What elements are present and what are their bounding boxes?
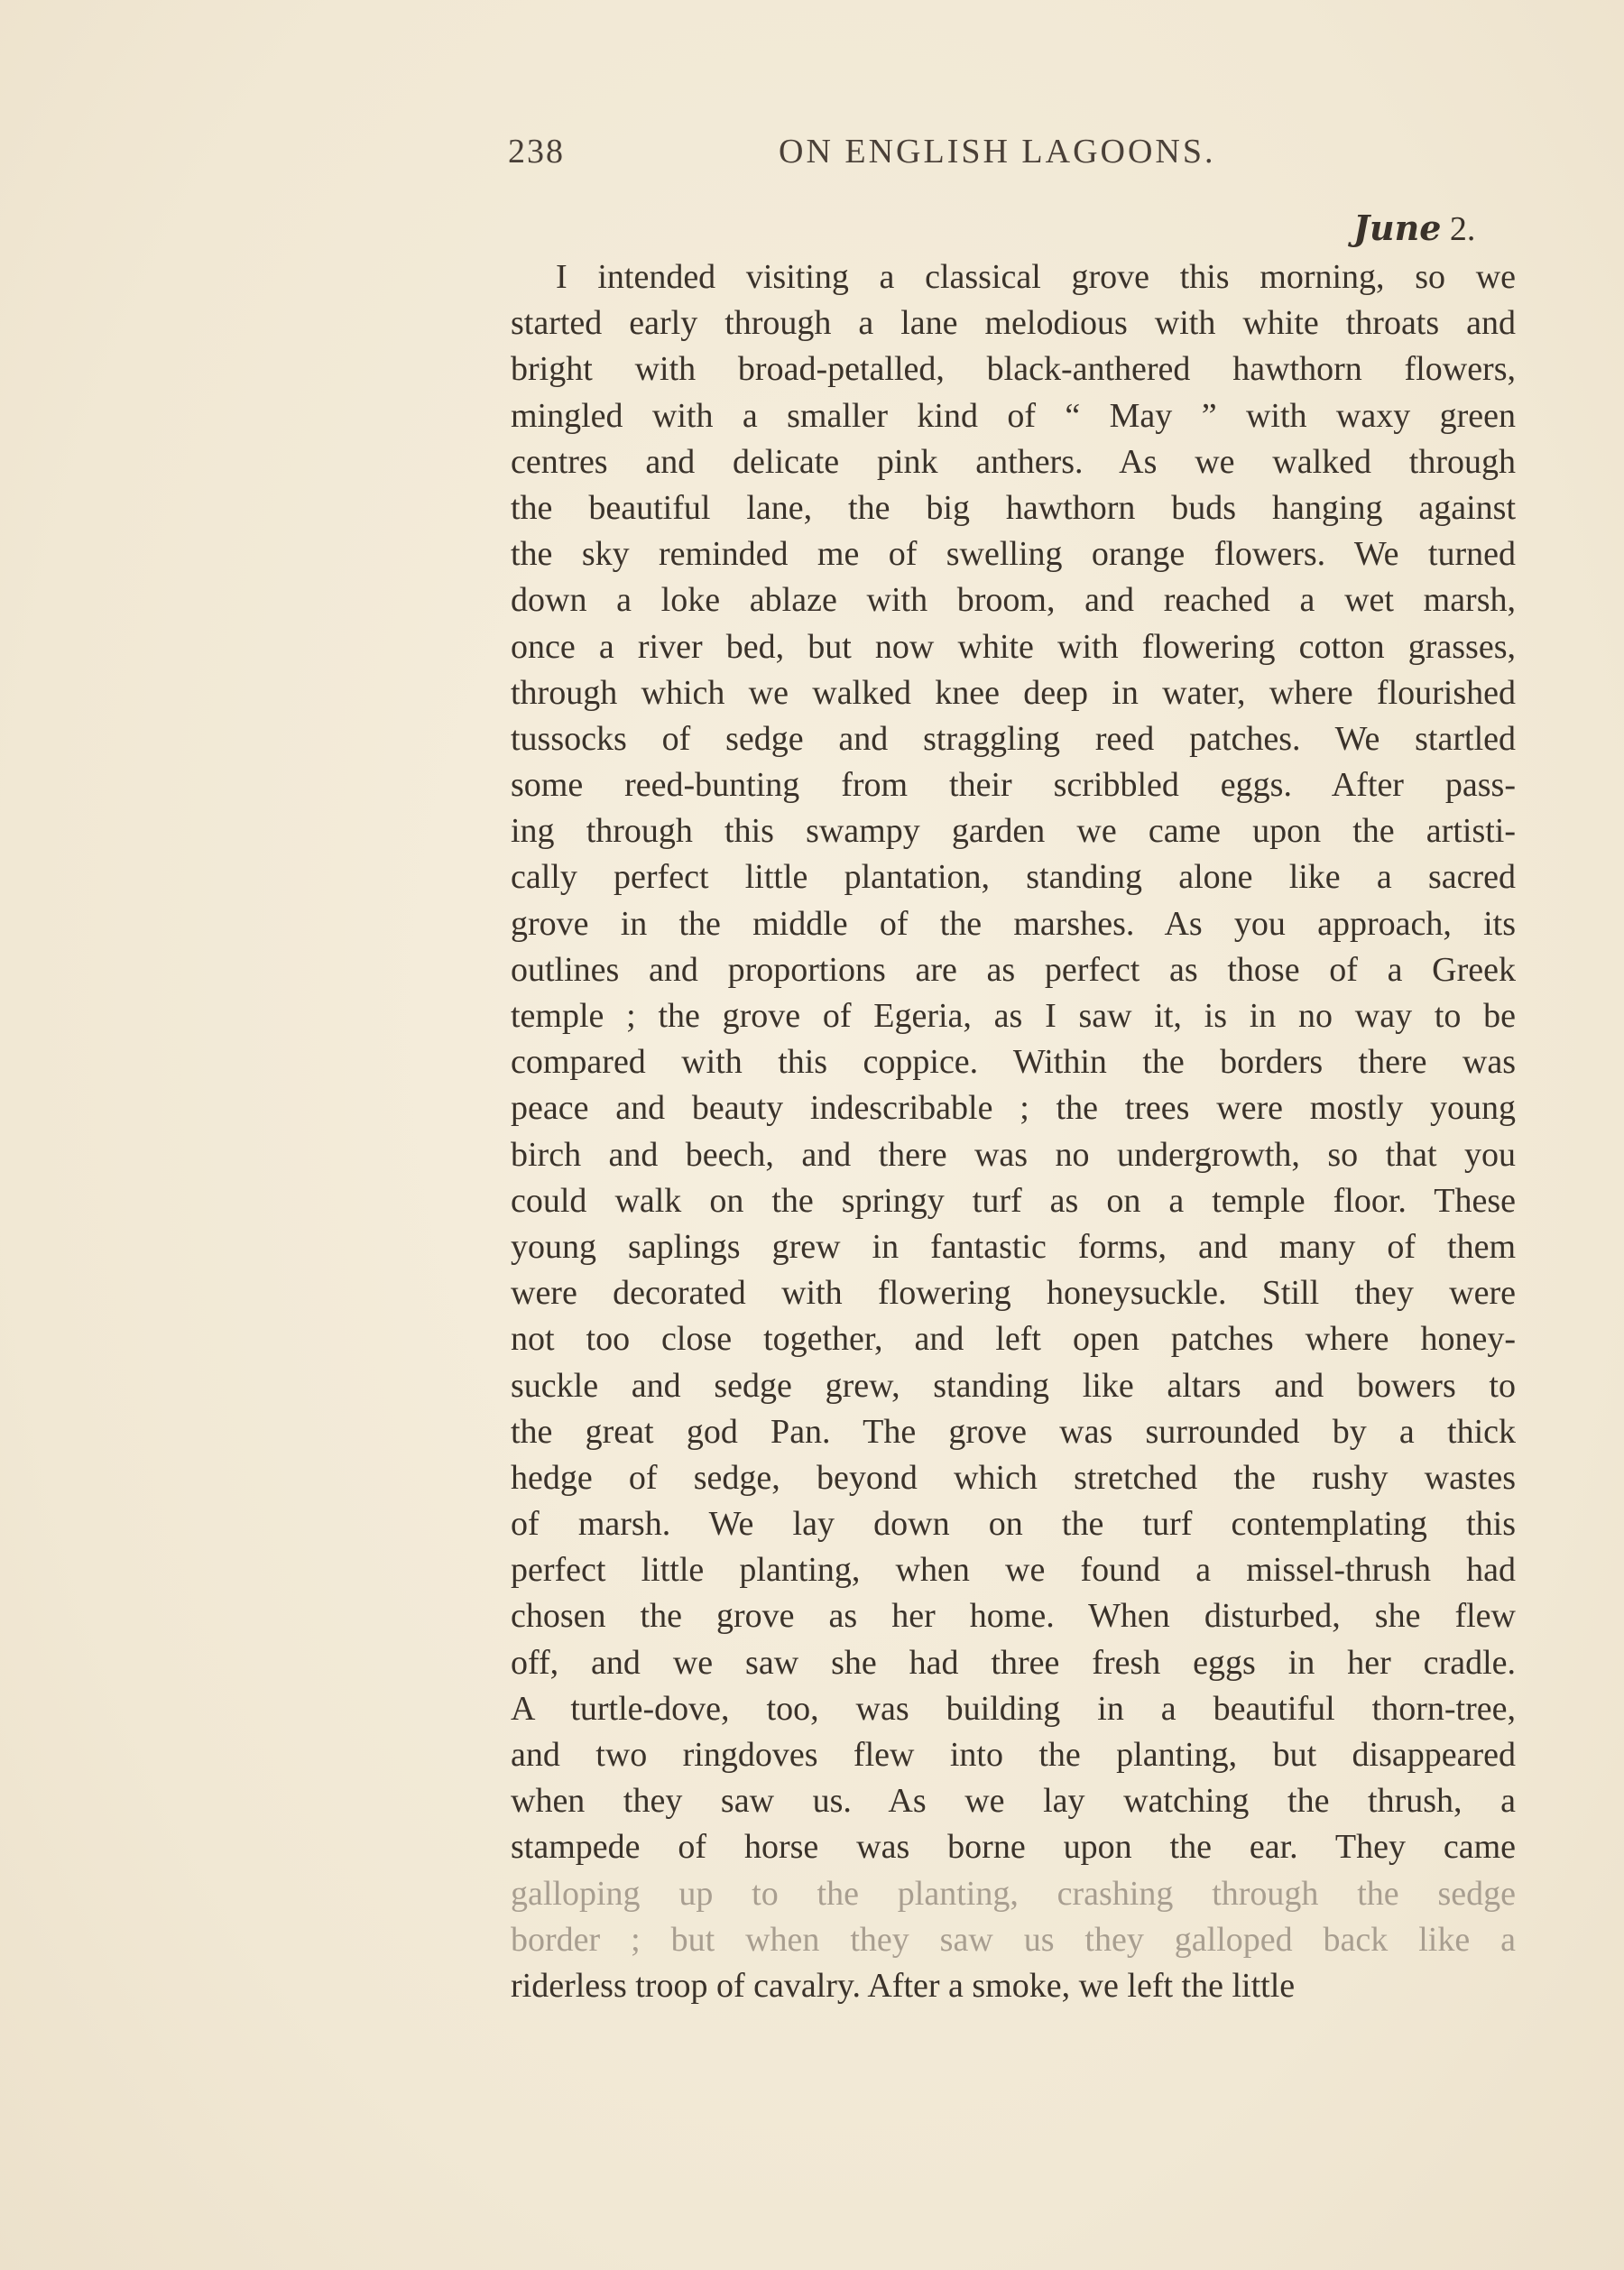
- text-line: young saplings grew in fantastic forms, and many of them: [511, 1227, 1516, 1266]
- text-line: of marsh. We lay down on the turf contemplating this: [511, 1505, 1516, 1544]
- text-line: when they saw us. As we lay watching the thrush, a: [511, 1782, 1516, 1821]
- text-line: compared with this coppice. Within the borders there was: [511, 1043, 1516, 1082]
- text-line: centres and delicate pink anthers. As we walked through: [511, 442, 1516, 481]
- text-line: started early through a lane melodious with white throats and: [511, 304, 1516, 343]
- text-line: chosen the grove as her home. When disturbed, she flew: [511, 1597, 1516, 1636]
- text-line: once a river bed, but now white with flowering cotton grasses,: [511, 627, 1516, 666]
- text-line: temple ; the grove of Egeria, as I saw it, is in no way to be: [511, 997, 1516, 1035]
- text-line: riderless troop of cavalry. After a smoke, we left the little: [511, 1966, 1296, 2005]
- text-line: I intended visiting a classical grove this morning, so we: [556, 258, 1516, 296]
- entry-date-month: June: [1353, 208, 1442, 248]
- text-line: were decorated with flowering honeysuckle. Still they were: [511, 1274, 1516, 1313]
- text-line: peace and beauty indescribable ; the trees were mostly young: [511, 1089, 1516, 1128]
- running-title: ON ENGLISH LAGOONS.: [779, 133, 1216, 171]
- text-line: not too close together, and left open patches where honey-: [511, 1320, 1516, 1359]
- text-line: suckle and sedge grew, standing like altars and bowers to: [511, 1366, 1516, 1405]
- text-line: cally perfect little plantation, standing alone like a sacred: [511, 858, 1516, 897]
- text-line: the sky reminded me of swelling orange flowers. We turned: [511, 535, 1516, 574]
- text-line: birch and beech, and there was no undergrowth, so that you: [511, 1135, 1516, 1174]
- text-line: grove in the middle of the marshes. As you approach, its: [511, 904, 1516, 943]
- text-line: perfect little planting, when we found a missel-thrush had: [511, 1551, 1516, 1590]
- text-line: ing through this swampy garden we came upon the artisti-: [511, 812, 1516, 851]
- entry-date-day: 2.: [1449, 210, 1476, 248]
- text-line: and two ringdoves flew into the planting, but disappeared: [511, 1736, 1516, 1774]
- text-line: the great god Pan. The grove was surrounded by a thick: [511, 1412, 1516, 1451]
- text-line: hedge of sedge, beyond which stretched the rushy wastes: [511, 1458, 1516, 1497]
- page-number: 238: [508, 133, 565, 171]
- text-line: tussocks of sedge and straggling reed patches. We startled: [511, 719, 1516, 758]
- text-line: through which we walked knee deep in water, where flourished: [511, 673, 1516, 712]
- text-line: outlines and proportions are as perfect as those of a Greek: [511, 950, 1516, 989]
- text-line: some reed-bunting from their scribbled eggs. After pass-: [511, 766, 1516, 805]
- entry-date: [1353, 208, 1475, 249]
- text-line: could walk on the springy turf as on a temple floor. These: [511, 1181, 1516, 1220]
- text-line: stampede of horse was borne upon the ear. They came: [511, 1828, 1516, 1867]
- text-line: down a loke ablaze with broom, and reached a wet marsh,: [511, 581, 1516, 620]
- page-header: [508, 132, 1239, 182]
- text-line: the beautiful lane, the big hawthorn buds hanging against: [511, 488, 1516, 527]
- text-line: galloping up to the planting, crashing through the sedge: [511, 1874, 1516, 1913]
- body-text: [511, 254, 1516, 2009]
- text-line: off, and we saw she had three fresh eggs in her cradle.: [511, 1643, 1516, 1682]
- text-line: border ; but when they saw us they galloped back like a: [511, 1920, 1516, 1959]
- text-line: A turtle-dove, too, was building in a beautiful thorn-tree,: [511, 1689, 1516, 1728]
- text-line: bright with broad-petalled, black-anthered hawthorn flowers,: [511, 350, 1516, 389]
- text-line: mingled with a smaller kind of “ May ” with waxy green: [511, 396, 1516, 435]
